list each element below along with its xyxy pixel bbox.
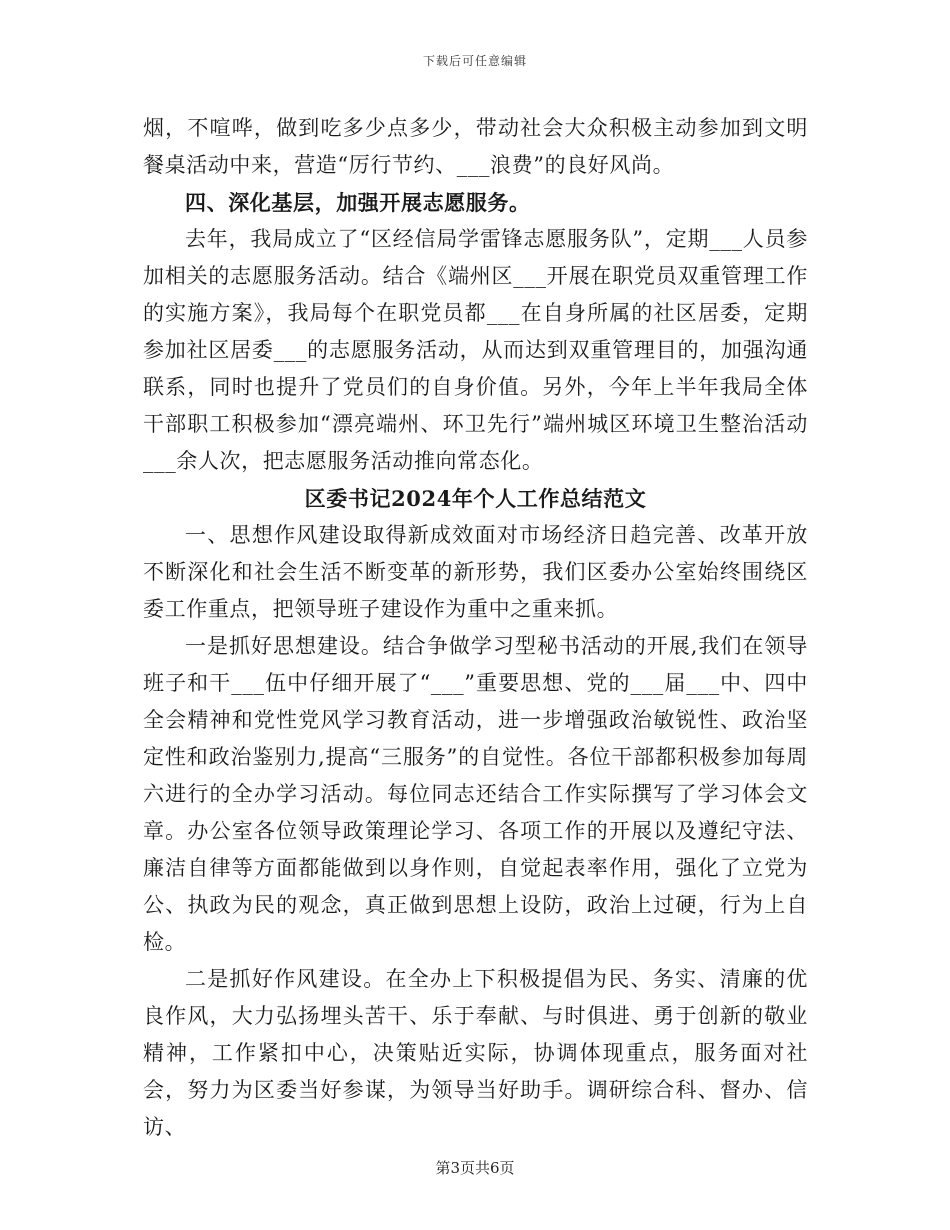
- page-header-note: 下载后可任意编辑: [422, 54, 527, 68]
- paragraph-continued: 烟，不喧哗，做到吃多少点多少，带动社会大众积极主动参加到文明餐桌活动中来，营造“厉行节约、___浪费”的良好风尚。: [143, 116, 808, 177]
- section-heading-volunteer: 四、深化基层，加强开展志愿服务。: [185, 190, 531, 215]
- paragraph-work-style-building: 二是抓好作风建设。在全办上下积极提倡为民、务实、清廉的优良作风，大力弘扬埋头苦干、乐于奉献、与时俱进、勇于创新的敬业精神，工作紧扣中心，决策贴近实际，协调体现重点，服务面对社会，努力为区委当好参谋，为领导当好助手。调研综合科、督办、信访、: [143, 967, 808, 1139]
- paragraph-volunteer: 去年，我局成立了“区经信局学雷锋志愿服务队”，定期___人员参加相关的志愿服务活动。结合《端州区___开展在职党员双重管理工作的实施方案》，我局每个在职党员都___在自身所属的社区居委，定期参加社区居委___的志愿服务活动，从而达到双重管理目的，加强沟通联系，同时也提升了党员们的自身价值。另外，今年上半年我局全体干部职工积极参加“漂亮端州、环卫先行”端州城区环境卫生整治活动___余人次，把志愿服务活动推向常态化。: [143, 227, 808, 473]
- document-body: [143, 110, 808, 1146]
- article-title: 区委书记2024年个人工作总结范文: [304, 486, 647, 511]
- paragraph-ideological-building: 一是抓好思想建设。结合争做学习型秘书活动的开展,我们在领导班子和干___伍中仔细开展了“___”重要思想、党的___届___中、四中全会精神和党性党风学习教育活动，进一步增强政治敏锐性、政治坚定性和政治鉴别力,提高“三服务”的自觉性。各位干部都积极参加每周六进行的全办学习活动。每位同志还结合工作实际撰写了学习体会文章。办公室各位领导政策理论学习、各项工作的开展以及遵纪守法、廉洁自律等方面都能做到以身作则，自觉起表率作用，强化了立党为公、执政为民的观念，真正做到思想上设防，政治上过硬，行为上自检。: [143, 634, 808, 954]
- paragraph-ideology-work-style: 一、思想作风建设取得新成效面对市场经济日趋完善、改革开放不断深化和社会生活不断变革的新形势，我们区委办公室始终围绕区委工作重点，把领导班子建设作为重中之重来抓。: [143, 523, 808, 621]
- page-number: 第3页共6页: [435, 1159, 515, 1177]
